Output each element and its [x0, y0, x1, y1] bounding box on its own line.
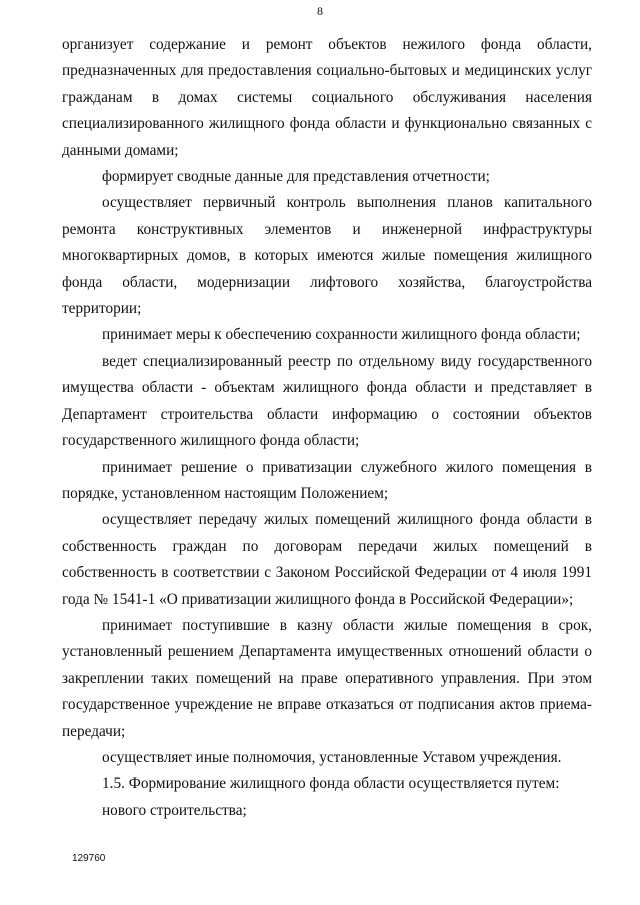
document-code: 129760 [72, 853, 106, 864]
paragraph: ведет специализированный реестр по отдельному виду государственного имущества области - объектам жилищного фонда области и представляет в Департамент строительства области информацию о состоянии объектов государственного жилищного фонда области; [62, 352, 592, 450]
paragraph: формирует сводные данные для представления отчетности; [102, 168, 490, 186]
document-body [62, 32, 592, 824]
paragraph: осуществляет иные полномочия, установленные Уставом учреждения. [102, 748, 562, 766]
paragraph: нового строительства; [102, 801, 247, 819]
paragraph: осуществляет первичный контроль выполнения планов капитального ремонта конструктивных элементов и инженерной инфраструктуры многоквартирных домов, в которых имеются жилые помещения жилищного фонда области, модернизации лифтового хозяйства, благоустройства территории; [62, 194, 592, 318]
paragraph: организует содержание и ремонт объектов нежилого фонда области, предназначенных для предоставления социально-бытовых и медицинских услуг гражданам в домах системы социального обслуживания населения специализированного жилищного фонда области и функционально связанных с данными домами; [62, 36, 592, 159]
paragraph: принимает меры к обеспечению сохранности жилищного фонда области; [102, 326, 581, 344]
paragraph: осуществляет передачу жилых помещений жилищного фонда области в собственность граждан по договорам передачи жилых помещений в собственность в соответствии с Законом Российской Федерации от 4 июля 1991 года № 1541-1 «О приватизации жилищного фонда в Российской Федерации»; [62, 511, 592, 608]
paragraph: принимает поступившие в казну области жилые помещения в срок, установленный решением Департамента имущественных отношений области о закреплении таких помещений на праве оперативного управления. При этом государственное учреждение не вправе отказаться от подписания актов приема-передачи; [62, 616, 592, 740]
page-number: 8 [317, 4, 323, 18]
paragraph: принимает решение о приватизации служебного жилого помещения в порядке, установленном настоящим Положением; [62, 458, 592, 502]
paragraph: 1.5. Формирование жилищного фонда области осуществляется путем: [102, 775, 560, 793]
